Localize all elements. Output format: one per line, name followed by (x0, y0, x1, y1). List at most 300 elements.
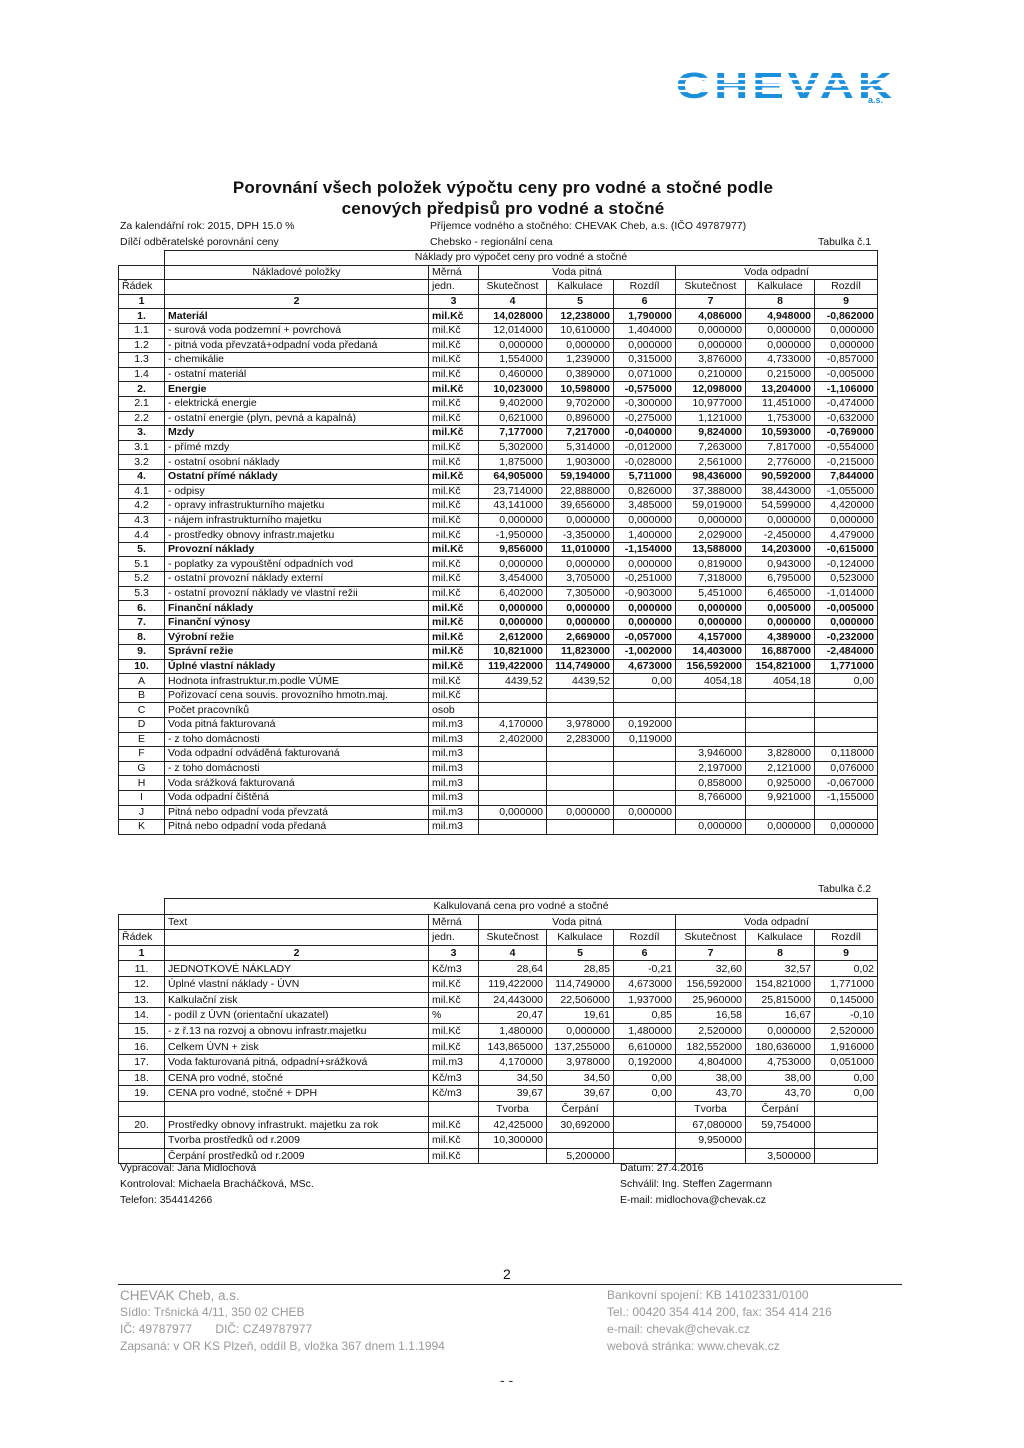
potable-actual: 143,865000 (479, 1039, 547, 1055)
potable-actual: 0,000000 (479, 805, 547, 820)
waste-calculation: 25,815000 (746, 992, 815, 1008)
waste-actual: 7,318000 (676, 572, 746, 587)
row-label: - odpisy (165, 484, 429, 499)
row-id (119, 1132, 165, 1148)
potable-actual: 64,905000 (479, 469, 547, 484)
company-info (120, 1287, 445, 1355)
potable-calculation: 5,200000 (547, 1148, 614, 1164)
potable-actual: 0,000000 (479, 557, 547, 572)
row-unit: mil.Kč (429, 396, 479, 411)
blank-cell (429, 1101, 479, 1117)
row-unit: mil.Kč (429, 659, 479, 674)
table-subheader-row (119, 1101, 878, 1117)
waste-difference: 0,00 (815, 674, 878, 689)
column-header-row: Řádek (119, 930, 165, 946)
row-id: K (119, 820, 165, 835)
waste-difference: 4,479000 (815, 528, 878, 543)
waste-calculation: 1,753000 (746, 411, 815, 426)
row-label: - ostatní energie (plyn, pevná a kapalná) (165, 411, 429, 426)
waste-calculation: 9,921000 (746, 790, 815, 805)
approved-by: Schválil: Ing. Steffen Zagermann (620, 1178, 773, 1190)
waste-difference: -0,615000 (815, 542, 878, 557)
potable-difference (614, 747, 676, 762)
potable-actual: 0,621000 (479, 411, 547, 426)
column-header-waste-water: Voda odpadní (676, 914, 878, 930)
potable-calculation: 1,903000 (547, 455, 614, 470)
potable-difference (614, 776, 676, 791)
potable-actual: 0,000000 (479, 513, 547, 528)
blank-cell (815, 1101, 878, 1117)
waste-calculation: 38,443000 (746, 484, 815, 499)
row-label: - ostatní osobní náklady (165, 455, 429, 470)
table-row (119, 1039, 878, 1055)
potable-difference: 0,000000 (614, 615, 676, 630)
logo-suffix: a.s. (868, 95, 884, 104)
row-label: Pitná nebo odpadní voda předaná (165, 820, 429, 835)
table-header-row (119, 930, 878, 946)
column-number-row (119, 294, 878, 309)
potable-calculation (547, 790, 614, 805)
potable-difference: 1,400000 (614, 528, 676, 543)
potable-calculation: 0,000000 (547, 557, 614, 572)
potable-actual: 14,028000 (479, 309, 547, 324)
row-id: 3.1 (119, 440, 165, 455)
row-label: - přímé mzdy (165, 440, 429, 455)
row-unit: mil.Kč (429, 440, 479, 455)
potable-calculation (547, 761, 614, 776)
potable-calculation (547, 1132, 614, 1148)
potable-difference: -0,300000 (614, 396, 676, 411)
table-row (119, 1132, 878, 1148)
row-id: 5. (119, 542, 165, 557)
waste-actual: 9,950000 (676, 1132, 746, 1148)
table-header-row (119, 914, 878, 930)
waste-actual: 98,436000 (676, 469, 746, 484)
column-header-waste-water: Voda odpadní (676, 265, 878, 280)
potable-calculation: 2,283000 (547, 732, 614, 747)
waste-calculation: 0,943000 (746, 557, 815, 572)
waste-actual: 0,000000 (676, 513, 746, 528)
potable-difference: 0,00 (614, 1070, 676, 1086)
row-unit: mil.Kč (429, 411, 479, 426)
table-row (119, 659, 878, 674)
column-header-creation: Tvorba (676, 1101, 746, 1117)
column-number: 7 (676, 294, 746, 309)
waste-difference: 0,076000 (815, 761, 878, 776)
waste-difference: 7,844000 (815, 469, 878, 484)
table-row (119, 732, 878, 747)
table-row (119, 1054, 878, 1070)
waste-calculation: 0,000000 (746, 820, 815, 835)
table-row (119, 572, 878, 587)
potable-calculation: 10,610000 (547, 323, 614, 338)
waste-calculation: 43,70 (746, 1086, 815, 1102)
row-unit: mil.Kč (429, 513, 479, 528)
column-header-actual: Skutečnost (676, 280, 746, 295)
column-header-unit: Měrná (429, 265, 479, 280)
waste-calculation: 4,389000 (746, 630, 815, 645)
waste-difference: -0,474000 (815, 396, 878, 411)
waste-calculation: 38,00 (746, 1070, 815, 1086)
waste-calculation (746, 1132, 815, 1148)
potable-actual (479, 1148, 547, 1164)
table-row (119, 976, 878, 992)
row-label: - ostatní provozní náklady externí (165, 572, 429, 587)
potable-calculation: 4439,52 (547, 674, 614, 689)
row-label: - poplatky za vypouštění odpadních vod (165, 557, 429, 572)
table2-label: Tabulka č.2 (818, 883, 872, 895)
waste-actual: 10,977000 (676, 396, 746, 411)
potable-difference: -0,028000 (614, 455, 676, 470)
row-id: 17. (119, 1054, 165, 1070)
row-id: 15. (119, 1023, 165, 1039)
footer-right (620, 1160, 772, 1208)
column-number: 9 (815, 945, 878, 961)
column-number: 4 (479, 945, 547, 961)
potable-difference: 1,790000 (614, 309, 676, 324)
potable-difference: 4,673000 (614, 659, 676, 674)
row-id: 16. (119, 1039, 165, 1055)
row-unit: mil.m3 (429, 790, 479, 805)
row-id: B (119, 688, 165, 703)
row-unit: mil.Kč (429, 1039, 479, 1055)
waste-actual: 8,766000 (676, 790, 746, 805)
row-id: 4.3 (119, 513, 165, 528)
waste-actual: 7,263000 (676, 440, 746, 455)
potable-difference: 0,85 (614, 1008, 676, 1024)
row-label: - chemikálie (165, 353, 429, 368)
row-id: H (119, 776, 165, 791)
potable-difference (614, 1117, 676, 1133)
row-id: A (119, 674, 165, 689)
row-label: - surová voda podzemní + povrchová (165, 323, 429, 338)
waste-difference: 0,000000 (815, 615, 878, 630)
table-row (119, 747, 878, 762)
waste-actual: 25,960000 (676, 992, 746, 1008)
waste-difference (815, 732, 878, 747)
table-row (119, 1023, 878, 1039)
potable-calculation: 5,314000 (547, 440, 614, 455)
waste-difference: -1,014000 (815, 586, 878, 601)
waste-actual: 156,592000 (676, 976, 746, 992)
table-header-row (119, 265, 878, 280)
potable-difference: -0,575000 (614, 382, 676, 397)
waste-difference: 0,000000 (815, 820, 878, 835)
row-label: Mzdy (165, 426, 429, 441)
row-unit: Kč/m3 (429, 1086, 479, 1102)
waste-calculation: 3,500000 (746, 1148, 815, 1164)
waste-actual (676, 732, 746, 747)
row-unit: mil.Kč (429, 528, 479, 543)
potable-actual: 7,177000 (479, 426, 547, 441)
waste-difference: 1,916000 (815, 1039, 878, 1055)
potable-calculation: 39,67 (547, 1086, 614, 1102)
partial-comparison-label: Dílčí odběratelské porovnání ceny (120, 236, 279, 248)
potable-difference: -1,002000 (614, 645, 676, 660)
potable-calculation: 0,000000 (547, 513, 614, 528)
column-header-actual: Skutečnost (676, 930, 746, 946)
waste-calculation: 13,204000 (746, 382, 815, 397)
table-header-row (119, 280, 878, 295)
waste-actual: 0,000000 (676, 820, 746, 835)
row-unit: mil.Kč (429, 630, 479, 645)
potable-difference (614, 1132, 676, 1148)
potable-calculation: 30,692000 (547, 1117, 614, 1133)
row-label: Výrobní režie (165, 630, 429, 645)
row-id: 1.4 (119, 367, 165, 382)
row-id: 1. (119, 309, 165, 324)
table-row (119, 528, 878, 543)
waste-calculation: 0,925000 (746, 776, 815, 791)
waste-calculation: 4054,18 (746, 674, 815, 689)
waste-difference: 0,523000 (815, 572, 878, 587)
potable-difference: 6,610000 (614, 1039, 676, 1055)
page-title-line1: Porovnání všech položek výpočtu ceny pro vodné a stočné podle (232, 178, 774, 197)
waste-calculation: 154,821000 (746, 659, 815, 674)
table-row (119, 776, 878, 791)
row-unit: mil.Kč (429, 353, 479, 368)
row-unit: mil.Kč (429, 1148, 479, 1164)
potable-difference: 1,404000 (614, 323, 676, 338)
potable-difference (614, 761, 676, 776)
waste-actual: 12,098000 (676, 382, 746, 397)
row-unit: mil.Kč (429, 1023, 479, 1039)
row-id: 19. (119, 1086, 165, 1102)
waste-difference: 0,118000 (815, 747, 878, 762)
column-header-difference: Rozdíl (815, 280, 878, 295)
table-row (119, 805, 878, 820)
potable-actual: 119,422000 (479, 976, 547, 992)
waste-calculation: 0,000000 (746, 513, 815, 528)
waste-difference: -0,554000 (815, 440, 878, 455)
waste-actual: 16,58 (676, 1008, 746, 1024)
waste-actual: 67,080000 (676, 1117, 746, 1133)
row-id: 1.2 (119, 338, 165, 353)
row-unit: mil.Kč (429, 1132, 479, 1148)
waste-actual (676, 718, 746, 733)
row-id: 2.1 (119, 396, 165, 411)
waste-calculation: 59,754000 (746, 1117, 815, 1133)
waste-calculation (746, 732, 815, 747)
potable-calculation: 28,85 (547, 961, 614, 977)
table-row (119, 367, 878, 382)
blank-cell (614, 1101, 676, 1117)
waste-difference: 2,520000 (815, 1023, 878, 1039)
waste-actual (676, 805, 746, 820)
row-unit: mil.Kč (429, 469, 479, 484)
waste-calculation: 90,592000 (746, 469, 815, 484)
table-row (119, 674, 878, 689)
waste-difference: 0,00 (815, 1086, 878, 1102)
potable-actual: 0,460000 (479, 367, 547, 382)
row-unit: mil.Kč (429, 645, 479, 660)
row-unit: mil.Kč (429, 367, 479, 382)
page-title-line2: cenových předpisů pro vodné a stočné (341, 199, 665, 218)
column-number: 3 (429, 294, 479, 309)
column-header-potable-water: Voda pitná (479, 265, 676, 280)
waste-actual: 9,824000 (676, 426, 746, 441)
potable-calculation: 34,50 (547, 1070, 614, 1086)
table-row (119, 382, 878, 397)
row-id: 4.4 (119, 528, 165, 543)
waste-difference: -0,632000 (815, 411, 878, 426)
row-label: Voda srážková fakturovaná (165, 776, 429, 791)
company-ids: IČ: 49787977 DIČ: CZ49787977 (120, 1322, 313, 1336)
table-row (119, 761, 878, 776)
waste-calculation: 0,215000 (746, 367, 815, 382)
potable-calculation (547, 820, 614, 835)
potable-difference: -0,040000 (614, 426, 676, 441)
row-unit: mil.m3 (429, 732, 479, 747)
waste-difference: -0,124000 (815, 557, 878, 572)
waste-difference: 0,000000 (815, 513, 878, 528)
row-label: Úplné vlastní náklady - ÚVN (165, 976, 429, 992)
potable-calculation: 19,61 (547, 1008, 614, 1024)
table-row (119, 992, 878, 1008)
row-id: 4. (119, 469, 165, 484)
table-row (119, 338, 878, 353)
waste-actual: 4,086000 (676, 309, 746, 324)
potable-difference: -0,012000 (614, 440, 676, 455)
table-row (119, 1070, 878, 1086)
row-unit: osob (429, 703, 479, 718)
table1-label: Tabulka č.1 (818, 236, 872, 248)
column-number: 8 (746, 945, 815, 961)
waste-calculation: -2,450000 (746, 528, 815, 543)
row-label: Prostředky obnovy infrastrukt. majetku za rok (165, 1117, 429, 1133)
potable-difference: 0,315000 (614, 353, 676, 368)
row-unit: mil.m3 (429, 747, 479, 762)
potable-calculation: 3,705000 (547, 572, 614, 587)
waste-calculation: 6,795000 (746, 572, 815, 587)
waste-calculation (746, 703, 815, 718)
potable-actual (479, 688, 547, 703)
waste-actual: 43,70 (676, 1086, 746, 1102)
potable-difference (614, 688, 676, 703)
row-id: 3.2 (119, 455, 165, 470)
table-row (119, 703, 878, 718)
column-header-potable-water: Voda pitná (479, 914, 676, 930)
potable-calculation: 39,656000 (547, 499, 614, 514)
potable-actual: 6,402000 (479, 586, 547, 601)
potable-difference: 0,192000 (614, 1054, 676, 1070)
potable-calculation: 0,000000 (547, 338, 614, 353)
potable-actual: 42,425000 (479, 1117, 547, 1133)
waste-difference: -1,155000 (815, 790, 878, 805)
row-label: - ostatní materiál (165, 367, 429, 382)
row-id: 8. (119, 630, 165, 645)
waste-difference: -0,857000 (815, 353, 878, 368)
waste-actual: 0,819000 (676, 557, 746, 572)
waste-calculation: 7,817000 (746, 440, 815, 455)
column-header-drawdown: Čerpání (746, 1101, 815, 1117)
row-label: JEDNOTKOVÉ NÁKLADY (165, 961, 429, 977)
potable-difference: 0,000000 (614, 601, 676, 616)
footer-left (120, 1160, 314, 1208)
table-row (119, 426, 878, 441)
potable-actual: 119,422000 (479, 659, 547, 674)
potable-difference: 0,826000 (614, 484, 676, 499)
row-unit: mil.Kč (429, 309, 479, 324)
potable-actual: 1,875000 (479, 455, 547, 470)
waste-difference (815, 703, 878, 718)
potable-calculation: 0,000000 (547, 805, 614, 820)
potable-actual: 10,821000 (479, 645, 547, 660)
waste-difference (815, 1148, 878, 1164)
waste-difference: -0,232000 (815, 630, 878, 645)
potable-calculation: 0,000000 (547, 615, 614, 630)
potable-difference: 1,937000 (614, 992, 676, 1008)
row-id: 10. (119, 659, 165, 674)
table-row (119, 396, 878, 411)
waste-calculation: 180,636000 (746, 1039, 815, 1055)
row-id: 7. (119, 615, 165, 630)
row-unit: mil.Kč (429, 338, 479, 353)
waste-calculation (746, 805, 815, 820)
waste-calculation: 16,67 (746, 1008, 815, 1024)
potable-actual: 9,402000 (479, 396, 547, 411)
potable-calculation: 114,749000 (547, 976, 614, 992)
column-header-drawdown: Čerpání (547, 1101, 614, 1117)
waste-calculation: 16,887000 (746, 645, 815, 660)
column-number: 7 (676, 945, 746, 961)
region-label: Chebsko - regionální cena (430, 236, 553, 248)
company-registry: Zapsaná: v OR KS Plzeň, oddíl B, vložka 367 dnem 1.1.1994 (120, 1339, 445, 1353)
table-row (119, 309, 878, 324)
waste-actual: 182,552000 (676, 1039, 746, 1055)
row-unit: mil.Kč (429, 499, 479, 514)
waste-calculation: 0,005000 (746, 601, 815, 616)
potable-difference: 3,485000 (614, 499, 676, 514)
table-row (119, 499, 878, 514)
row-label: - z ř.13 na rozvoj a obnovu infrastr.majetku (165, 1023, 429, 1039)
table-row (119, 455, 878, 470)
potable-calculation (547, 747, 614, 762)
column-number: 8 (746, 294, 815, 309)
potable-actual: 2,402000 (479, 732, 547, 747)
row-id: 3. (119, 426, 165, 441)
column-header-creation: Tvorba (479, 1101, 547, 1117)
potable-difference: -0,057000 (614, 630, 676, 645)
row-unit: mil.m3 (429, 820, 479, 835)
recipient-label: Příjemce vodného a stočného: CHEVAK Cheb, a.s. (IČO 49787977) (430, 220, 747, 232)
column-header-text: Text (165, 914, 429, 930)
potable-calculation: 2,669000 (547, 630, 614, 645)
waste-actual: 14,403000 (676, 645, 746, 660)
row-id: 2.2 (119, 411, 165, 426)
waste-actual: 2,520000 (676, 1023, 746, 1039)
prepared-by: Vypracoval: Jana Midlochová (120, 1162, 257, 1174)
waste-actual: 4,157000 (676, 630, 746, 645)
email: E-mail: midlochova@chevak.cz (620, 1194, 767, 1206)
column-header-difference: Rozdíl (614, 930, 676, 946)
waste-actual: 0,000000 (676, 615, 746, 630)
row-label: Voda odpadní odváděná fakturovaná (165, 747, 429, 762)
row-id: C (119, 703, 165, 718)
column-number: 2 (165, 294, 429, 309)
row-label: Hodnota infrastruktur.m.podle VÚME (165, 674, 429, 689)
row-unit: mil.Kč (429, 557, 479, 572)
potable-actual (479, 776, 547, 791)
page-number: 2 (503, 1266, 511, 1282)
row-id: G (119, 761, 165, 776)
column-header-unit-2: jedn. (429, 930, 479, 946)
waste-calculation: 2,776000 (746, 455, 815, 470)
potable-calculation (547, 688, 614, 703)
potable-actual: 10,300000 (479, 1132, 547, 1148)
waste-difference: -0,215000 (815, 455, 878, 470)
table-row (119, 557, 878, 572)
